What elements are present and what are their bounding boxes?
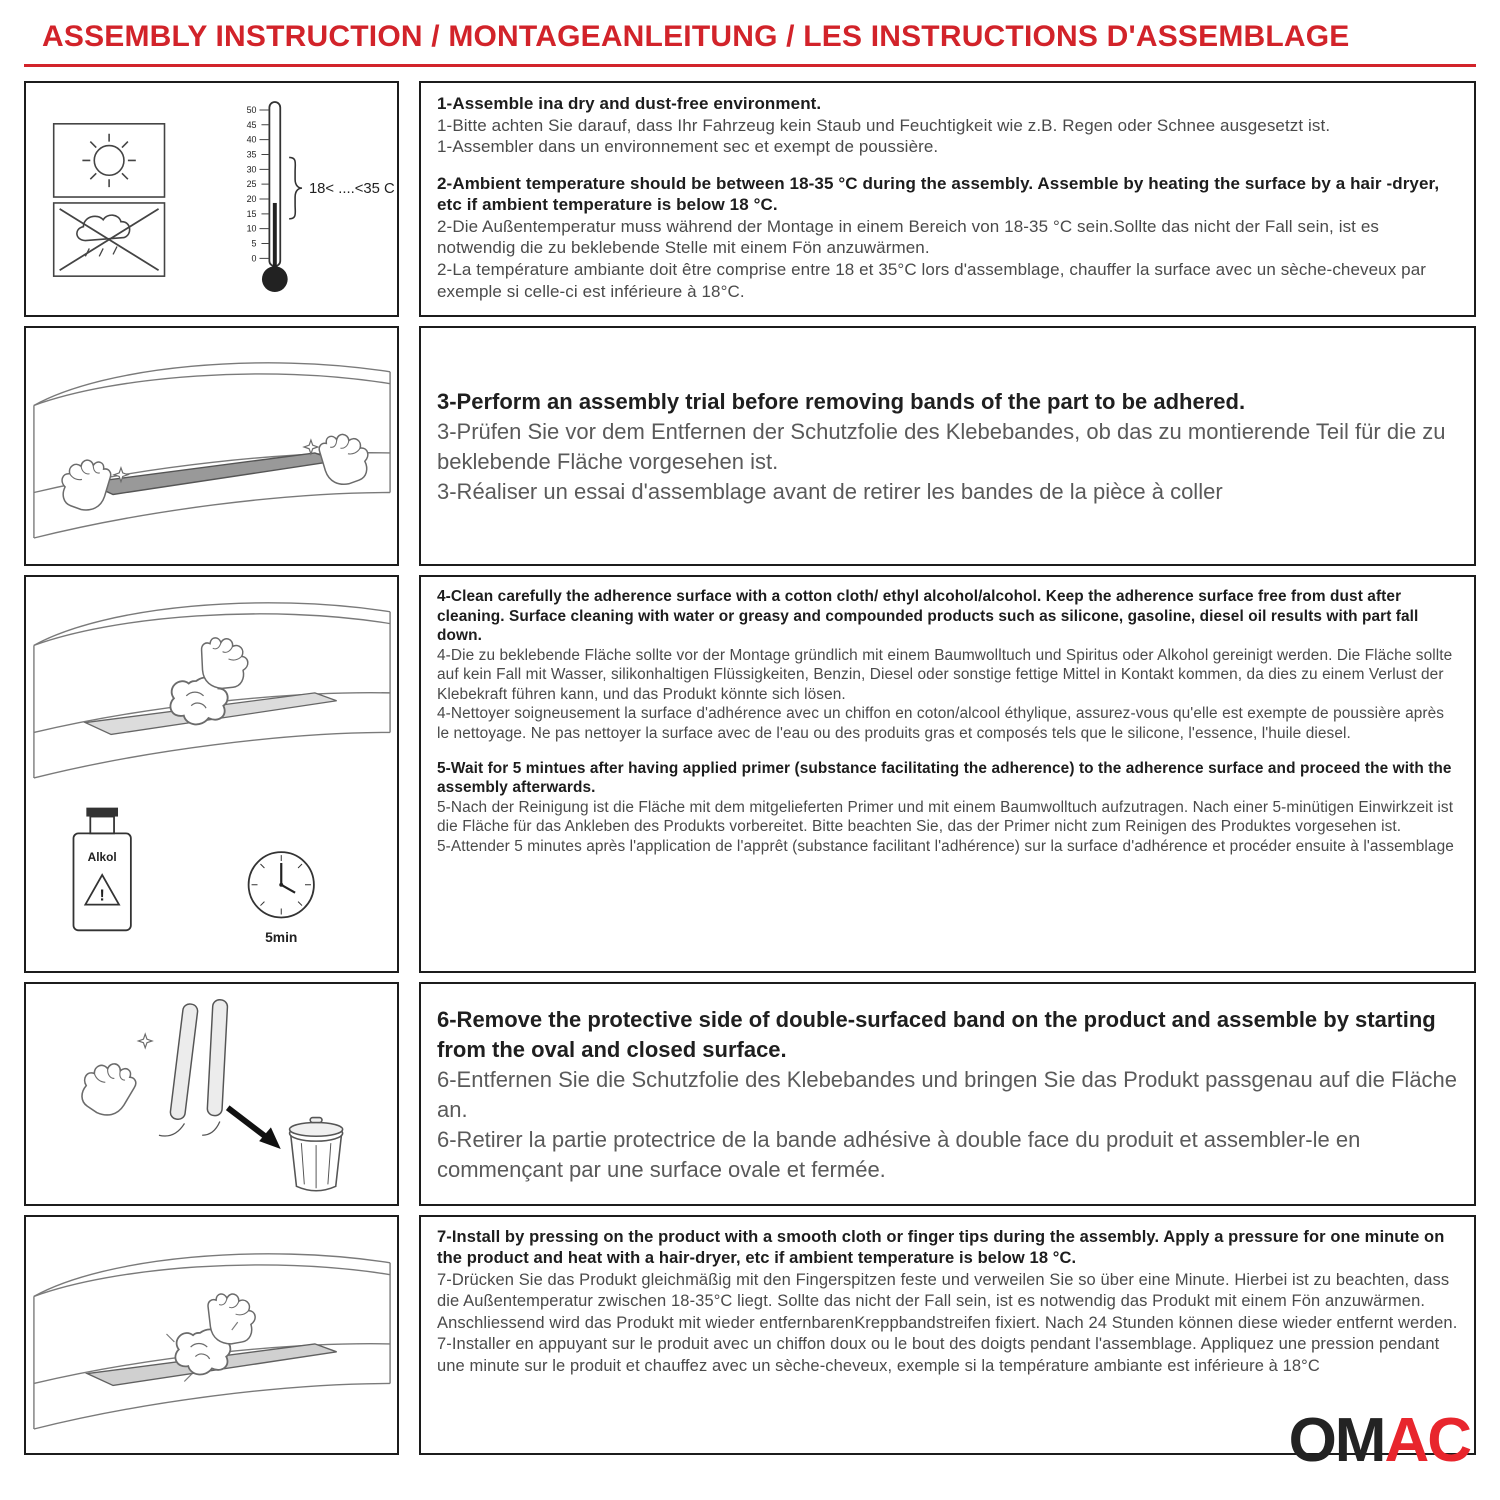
step-4-text-en: 4-Clean carefully the adherence surface with a cotton cloth/ ethyl alcohol/alcohol. Keep the adherence surface free from dust after cleaning. Surface cleaning with water or greasy and compounded products such as silicone, gasoline, diesel oil results with part fall down.: [437, 588, 1419, 645]
step-7-text-de: 7-Drücken Sie das Produkt gleichmäßig mit den Fingerspitzen feste und verweilen Sie so über eine Minute. Hierbei ist zu beachten, dass die Außentemperatur zwischen 18-35°C liegt. Sollte das nicht der Fall sein, ist es notwendig das Produkt mit einem Fön anzuwärmen. Anschliessend wird das Produkt mit wieder entfernbarenKreppbandstreifen fixiert. Nach 24 Stunden können diese wieder entfernt werden.: [437, 1270, 1458, 1332]
thermometer-scale-label: 0: [251, 253, 257, 264]
instruction-row-1: [24, 81, 1476, 317]
alcohol-bottle-icon: [73, 808, 130, 931]
range-bracket: [289, 157, 302, 218]
illustration-box-temperature: [24, 81, 399, 317]
step-7-text-fr: 7-Installer en appuyant sur le produit avec un chiffon doux ou le bout des doigts pendant l'assemblage. Appliquez une pression pendant une minute sur le produit et chauffez avec un sèche-cheveux, exemple si la température ambiante est inférieure à 18°C: [437, 1335, 1440, 1375]
surface-cleaning-illustration: [26, 577, 397, 971]
instruction-row-4: [24, 982, 1476, 1206]
clock-label: 5min: [265, 929, 298, 946]
thermometer-scale-label: 50: [246, 104, 257, 115]
right-hand-icon: [319, 434, 368, 484]
clock-5min-icon: [249, 852, 314, 945]
thermometer-icon: [247, 102, 395, 292]
warning-exclamation: !: [99, 887, 105, 905]
step-4-text-fr: 4-Nettoyer soigneusement la surface d'adhérence avec un chiffon en coton/alcool éthylique, assurez-vous qu'elle est exempte de poussière après le nettoyage. Ne pas nettoyer la surface avec de l'eau ou des produits gras et composés tels que le silicone, l'essence, l'huile diesel.: [437, 705, 1445, 742]
step-6-group: [437, 1005, 1458, 1184]
bottle-label: Alkol: [87, 850, 117, 865]
instruction-text-steps-4-5: [419, 575, 1476, 973]
thermometer-scale-label: 5: [251, 238, 257, 249]
step-3-group: [437, 387, 1458, 507]
step-6-text-fr: 6-Retirer la partie protectrice de la bande adhésive à double face du produit et assembler-le en commençant par une surface ovale et fermée.: [437, 1126, 1361, 1182]
thermometer-scale-label: 25: [246, 179, 257, 190]
step-7-group: [437, 1227, 1458, 1377]
illustration-box-press: [24, 1215, 399, 1455]
step-1-group: [437, 93, 1458, 158]
step-3-text-en: 3-Perform an assembly trial before removing bands of the part to be adhered.: [437, 389, 1246, 415]
instruction-row-3: [24, 575, 1476, 973]
step-5-group: [437, 759, 1458, 857]
left-hand-icon: [62, 460, 111, 510]
instruction-text-steps-1-2: [419, 81, 1476, 317]
step-3-text-fr: 3-Réaliser un essai d'assemblage avant de retirer les bandes de la pièce à coller: [437, 478, 1223, 504]
omac-logo: [1288, 1406, 1470, 1475]
thermometer-scale-label: 30: [246, 164, 257, 175]
adhesive-strips: [170, 999, 228, 1120]
thermometer-scale-label: 45: [246, 119, 257, 130]
title-underline: [24, 64, 1476, 67]
no-rain-icon: [54, 203, 165, 276]
step-3-text-de: 3-Prüfen Sie vor dem Entfernen der Schutzfolie des Klebebandes, ob das zu montierende Teil für die zu beklebende Fläche vorgesehen ist.: [437, 419, 1446, 474]
sparkle-icon: [138, 1034, 152, 1048]
peel-protective-band-illustration: [26, 984, 397, 1204]
step-2-text-en: 2-Ambient temperature should be between 18-35 °C during the assembly. Assemble by heating the surface by a hair -dryer, etc if ambient temperature is below 18 °C.: [437, 173, 1440, 215]
thermometer-scale-label: 20: [246, 193, 257, 204]
step-1-text-en: 1-Assemble ina dry and dust-free environment.: [437, 94, 822, 113]
step-5-text-en: 5-Wait for 5 mintues after having applied primer (substance facilitating the adherence) to the adherence surface and proceed the with the assembly afterwards.: [437, 759, 1452, 797]
illustration-box-assembly-trial: [24, 326, 399, 566]
step-4-text-de: 4-Die zu beklebende Fläche sollte vor der Montage gründlich mit einem Baumwolltuch und Spiritus oder Alkohol gereinigt werden. Die Fläche sollte auf kein Fall mit Wasser, silikonhaltigen Flüssigkeiten, Benzin, Diesel oder sonstige fettige Mittel in Kontakt kommen, da dies zu einem Verlust der Klebekraft führen kann, und das Produkt könnte sich lösen.: [437, 646, 1453, 703]
instruction-text-step-6: [419, 982, 1476, 1206]
step-1-text-fr: 1-Assembler dans un environnement sec et exempt de poussière.: [437, 137, 939, 157]
illustration-box-peel-band: [24, 982, 399, 1206]
peeled-film-curl: [159, 1122, 220, 1137]
step-7-text-en: 7-Install by pressing on the product with a smooth cloth or finger tips during the assembly. Apply a pressure for one minute on the product and heat with a hair-dryer, etc if ambient temperature is below 18 °C.: [437, 1228, 1445, 1268]
sun-icon: [54, 124, 165, 197]
step-4-group: [437, 587, 1458, 744]
logo-text-dark: OM: [1288, 1406, 1385, 1475]
step-1-text-de: 1-Bitte achten Sie darauf, dass Ihr Fahrzeug kein Staub und Feuchtigkeit wie z.B. Regen oder Schnee ausgesetzt ist.: [437, 115, 1331, 135]
press-product-illustration: [26, 1217, 397, 1453]
thermometer-scale-label: 10: [246, 223, 257, 234]
step-2-text-fr: 2-La température ambiante doit être comprise entre 18 et 35°C lors d'assemblage, chauffer la surface avec un sèche-cheveux par exemple si celle-ci est inférieure à 18°C.: [437, 260, 1427, 301]
thermometer-scale-label: 35: [246, 149, 257, 160]
step-5-text-fr: 5-Attender 5 minutes après l'application de l'apprêt (substance facilitant l'adhérence) sur la surface d'adhérence et procéder ensuite à l'assemblage: [437, 837, 1454, 855]
instruction-row-2: [24, 326, 1476, 566]
thermometer-scale-label: 40: [246, 134, 257, 145]
page-title: ASSEMBLY INSTRUCTION / MONTAGEANLEITUNG / LES INSTRUCTIONS D'ASSEMBLAGE: [42, 20, 1350, 53]
holding-hand-icon: [77, 1058, 139, 1121]
sparkle-icon: [304, 440, 318, 454]
arrow-to-trash-icon: [228, 1108, 281, 1149]
instruction-text-step-3: [419, 326, 1476, 566]
illustration-box-cleaning: [24, 575, 399, 973]
temperature-illustration: [26, 83, 397, 315]
logo-text-red: AC: [1384, 1406, 1470, 1475]
trash-can-icon: [290, 1118, 343, 1191]
step-5-text-de: 5-Nach der Reinigung ist die Fläche mit dem mitgelieferten Primer und mit einem Baumwolltuch aufzutragen. Nach einer 5-minütigen Einwirkzeit ist die Fläche für das Ankleben des Produkts vorbereitet. Bitte beachten Sie, das der Primer nicht zum Reinigen des Produktes vorgesehen ist.: [437, 798, 1454, 836]
step-6-text-en: 6-Remove the protective side of double-surfaced band on the product and assemble by starting from the oval and closed surface.: [437, 1007, 1436, 1063]
thermometer-scale-label: 15: [246, 208, 257, 219]
step-6-text-de: 6-Entfernen Sie die Schutzfolie des Klebebandes und bringen Sie das Produkt passgenau auf die Fläche an.: [437, 1067, 1458, 1122]
door-sill-trial-illustration: [26, 328, 397, 564]
instruction-row-5: [24, 1215, 1476, 1455]
step-2-group: [437, 173, 1458, 302]
step-2-text-de: 2-Die Außentemperatur muss während der Montage in einem Bereich von 18-35 °C sein.Sollte das nicht der Fall sein, ist es notwendig die zu beklebende Stelle mit einem Fön anzuwärmen.: [437, 216, 1379, 258]
temperature-range-label: 18< ....<35 C: [308, 181, 395, 198]
